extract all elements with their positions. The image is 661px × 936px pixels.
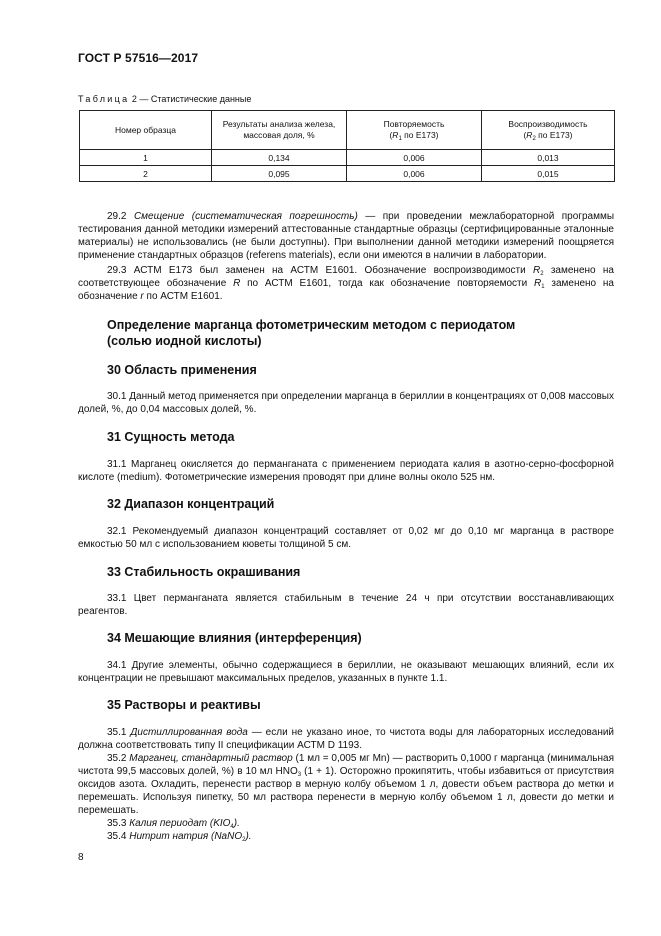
paragraph-33-1: 33.1 Цвет перманганата является стабильным в течение 24 ч при отсутствии восстанавливающих реагентов. bbox=[78, 593, 614, 617]
cell-repeatability: 0,006 bbox=[347, 166, 482, 182]
paragraph-29-2: 29.2 Смещение (систематическая погрешность) — при проведении межлабораторной программы тестирования данной методики измерений аттестованные стандартные образцы (сертифицированные эталонные материалы) не использовались (не были доступны). При выполнении данной методики измерений поощряется применение стандартных образцов (referens materials), если они имеются в наличии в лаборатории. bbox=[78, 211, 615, 261]
table-header-row bbox=[80, 111, 615, 150]
paragraph-35-1: 35.1 Дистиллированная вода — если не указано иное, то чистота воды для лабораторных исследований должна соответствовать типу II спецификации АСТМ D 1193. bbox=[78, 727, 615, 751]
cell-reproducibility: 0,015 bbox=[482, 166, 615, 182]
heading-35: 35 Растворы и реактивы bbox=[107, 698, 261, 712]
table-caption-label: Таблица bbox=[78, 94, 130, 104]
paragraph-34-1: 34.1 Другие элементы, обычно содержащиеся в бериллии, не оказывают мешающих влияний, если их концентрации не превышают максимальных пределов, указанных в пункте 1.1. bbox=[78, 660, 614, 684]
cell-result: 0,095 bbox=[212, 166, 347, 182]
cell-sample: 1 bbox=[80, 150, 212, 166]
cell-sample: 2 bbox=[80, 166, 212, 182]
header-sample-number: Номер образца bbox=[80, 111, 212, 150]
document-header: ГОСТ Р 57516—2017 bbox=[78, 51, 199, 65]
paragraph-31-1: 31.1 Марганец окисляется до перманганата с применением периодата калия в азотно-серно-фосфорной кислоте (medium). Фотометрические измерения проводят при длине волны около 525 нм. bbox=[78, 459, 614, 483]
heading-32: 32 Диапазон концентраций bbox=[107, 497, 275, 511]
header-repeatability: Повторяемость ($R_1$ по Е173) bbox=[347, 111, 482, 150]
cell-repeatability: 0,006 bbox=[347, 150, 482, 166]
heading-31: 31 Сущность метода bbox=[107, 430, 235, 444]
cell-result: 0,134 bbox=[212, 150, 347, 166]
table-caption bbox=[78, 94, 251, 104]
header-reproducibility: Воспроизводимость ($R_2$ по Е173) bbox=[482, 111, 615, 150]
paragraph-35-3: 35.3 Калия периодат $(KIO_4)$. bbox=[107, 818, 240, 830]
statistics-table bbox=[79, 110, 615, 182]
heading-30: 30 Область применения bbox=[107, 363, 257, 377]
table-row bbox=[80, 150, 615, 166]
paragraph-30-1: 30.1 Данный метод применяется при определении марганца в бериллии в концентрациях от 0,008 массовых долей, %, до 0,04 массовых долей, %. bbox=[78, 391, 614, 415]
table-caption-text: 2 — Статистические данные bbox=[131, 94, 252, 104]
cell-reproducibility: 0,013 bbox=[482, 150, 615, 166]
paragraph-29-3: 29.3 АСТМ Е173 был заменен на АСТМ Е1601. Обозначение воспроизводимости $R_2$ заменено на соответствующее обозначение R по АСТМ Е1601, тогда как обозначение повторяемости $R_1$ заменено на обозначение r по АСТМ Е1601. bbox=[78, 265, 614, 302]
heading-33: 33 Стабильность окрашивания bbox=[107, 565, 301, 579]
header-analysis-results: Результаты анализа железа, массовая доля, % bbox=[212, 111, 347, 150]
heading-34: 34 Мешающие влияния (интерференция) bbox=[107, 631, 362, 645]
table-row bbox=[80, 166, 615, 182]
section-title: Определение марганца фотометрическим методом с периодатом (солью иодной кислоты) bbox=[107, 318, 516, 348]
page-number: 8 bbox=[78, 852, 84, 863]
paragraph-32-1: 32.1 Рекомендуемый диапазон концентраций составляет от 0,02 мг до 0,10 мг марганца в растворе емкостью 50 мл с использованием кюветы толщиной 5 см. bbox=[78, 526, 614, 550]
paragraph-35-2: 35.2 Марганец, стандартный раствор (1 мл = 0,005 мг Mn) — растворить 0,1000 г марганца (минимальная чистота 99,5 массовых долей, %) в 10 мл $HNO_3$ (1 + 1). Осторожно прокипятить, чтобы избавиться от присутствия оксидов азота. Охладить, перенести раствор в мерную колбу объемом 1 л, довести объем раствора до метки и перемешать. Используя пипетку, 50 мл раствора перенести в мерную колбу объемом 1 л, довести до метки и перемешать. bbox=[78, 753, 614, 816]
paragraph-35-4: 35.4 Нитрит натрия (NaNO$_2$). bbox=[107, 831, 252, 843]
